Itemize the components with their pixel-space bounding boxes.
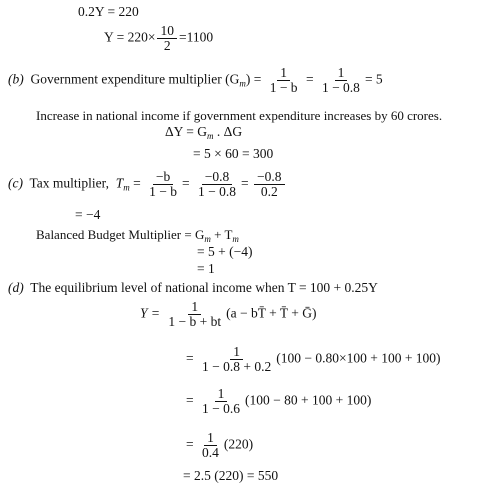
equilibrium-formula	[140, 300, 316, 329]
tax-multiplier-text: Tax multiplier,	[29, 175, 109, 191]
fraction-numerator: −0.8	[254, 170, 285, 185]
fraction-denominator: 1 − 0.8 + 0.2	[202, 359, 272, 374]
tax-multiplier-symbol: T	[115, 175, 124, 191]
balanced-budget-sum: = 5 + (−4)	[197, 244, 253, 259]
equilibrium-substituted	[186, 345, 441, 374]
part-c-label: (c)	[8, 175, 23, 191]
increase-income-text: Increase in national income if government expenditure increases by 60 crores.	[36, 108, 443, 123]
balanced-budget-result: = 1	[197, 261, 215, 276]
balanced-budget-text: Balanced Budget Multiplier = G	[36, 227, 205, 242]
y-rhs: =1100	[178, 29, 214, 45]
equals-sign: =	[305, 71, 314, 87]
fraction-neg-b	[146, 170, 180, 199]
line-y-equals-1100	[104, 24, 213, 53]
fraction-numerator: 1	[188, 300, 201, 315]
equilibrium-terms: (a − bT̄ + T̄ + Ḡ)	[226, 305, 317, 321]
value-220: (220)	[223, 436, 254, 452]
subscript-m: m	[232, 234, 239, 244]
fraction-denominator: 1 − b + bt	[168, 314, 222, 329]
equilibrium-result: = 2.5 (220) = 550	[183, 468, 279, 483]
part-b-line	[8, 66, 383, 95]
fraction-denominator: 1 − 0.8	[321, 80, 360, 95]
gov-multiplier-close: ) =	[245, 71, 262, 87]
equals-sign: =	[129, 175, 141, 191]
fraction-denominator: 1 − 0.6	[202, 401, 240, 416]
equilibrium-lhs: Y =	[140, 305, 160, 321]
line-0-2y: 0.2Y = 220	[78, 4, 139, 19]
equals-sign: =	[186, 350, 194, 366]
fraction-numerator: 1	[230, 345, 243, 360]
equals-sign: =	[186, 392, 194, 408]
fraction-denominator: 1 − 0.8	[198, 184, 237, 199]
fraction-denominator: 0.2	[260, 184, 278, 199]
fraction-numerator: 1	[215, 387, 228, 402]
fraction-denominator: 1 − b	[269, 80, 298, 95]
gov-multiplier-result: = 5	[364, 71, 383, 87]
fraction-1-over-1-b	[267, 66, 301, 95]
fraction-numerator: −b	[153, 170, 173, 185]
delta-y-lhs: ΔY = G	[165, 124, 208, 139]
part-b-label: (b)	[8, 71, 24, 87]
plus-t: + T	[210, 227, 233, 242]
fraction-1-over-0-4-b	[199, 431, 222, 460]
part-d-label: (d)	[8, 280, 24, 295]
fraction-neg-0-8-b	[254, 170, 285, 199]
subscript-m: m	[239, 78, 246, 89]
part-d-line	[8, 280, 378, 296]
fraction-denominator: 1 − b	[149, 184, 178, 199]
equilibrium-220	[186, 431, 253, 460]
fraction-neg-0-8-a	[195, 170, 239, 199]
delta-y-formula	[165, 124, 242, 144]
fraction-1-over-0-4-a	[199, 345, 274, 374]
fraction-1-over-1-b-bt	[165, 300, 224, 329]
fraction-numerator: −0.8	[202, 170, 233, 185]
fraction-denominator: 0.4	[202, 445, 219, 460]
fraction-numerator: 1	[277, 66, 290, 81]
equilibrium-simplified	[186, 387, 371, 416]
fraction-denominator: 2	[163, 38, 171, 53]
subscript-m: m	[123, 182, 130, 193]
fraction-1-over-0-2	[319, 66, 363, 95]
substituted-terms: (100 − 0.80×100 + 100 + 100)	[276, 350, 441, 366]
subscript-m: m	[204, 234, 211, 244]
fraction-1-over-0-6	[199, 387, 243, 416]
fraction-numerator: 1	[335, 66, 348, 81]
subscript-m: m	[207, 131, 214, 141]
equals-sign: =	[186, 436, 194, 452]
fraction-numerator: 10	[157, 24, 177, 39]
gov-multiplier-text: Government expenditure multiplier (G	[30, 71, 240, 87]
y-lhs: Y = 220×	[104, 29, 156, 45]
delta-y-result: = 5 × 60 = 300	[193, 146, 274, 161]
tax-multiplier-result: = −4	[75, 207, 101, 222]
simplified-terms: (100 − 80 + 100 + 100)	[245, 392, 372, 408]
part-c-line: (c) Tax multiplier, $T_m$ = $\frac{-b}{1 - b}$ = $\frac{-0.8}{1 - 0.8}$ = $\frac{-0.8}{0.2}$	[8, 170, 287, 199]
part-d-text: The equilibrium level of national income when T = 100 + 0.25Y	[30, 280, 378, 295]
fraction-10-2	[157, 24, 177, 53]
fraction-numerator: 1	[204, 431, 217, 446]
delta-g: . ΔG	[213, 124, 243, 139]
